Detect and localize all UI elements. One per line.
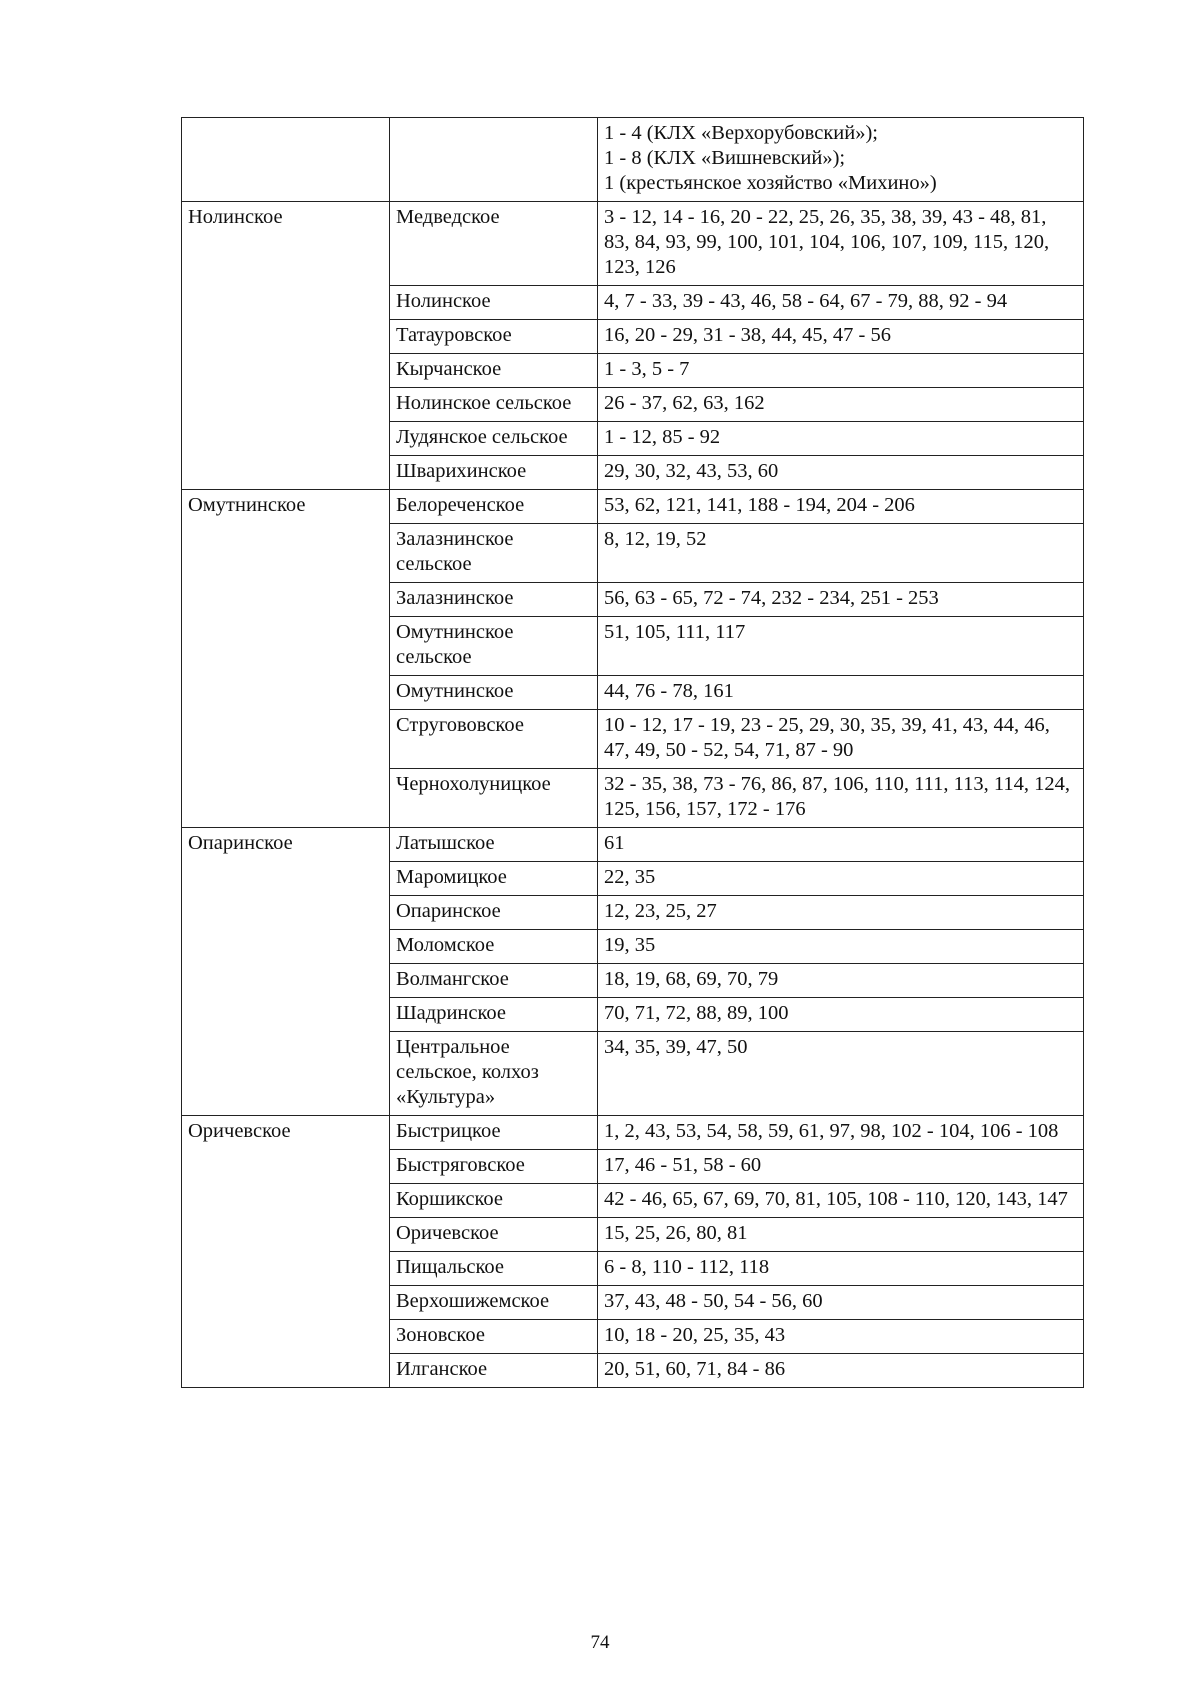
quarters-line: 1 - 8 (КЛХ «Вишневский»); — [604, 147, 846, 169]
quarters-cell: 44, 76 - 78, 161 — [598, 676, 1084, 710]
table-row — [182, 202, 1084, 286]
quarters-cell: 12, 23, 25, 27 — [598, 896, 1084, 930]
district-cell — [182, 1354, 390, 1388]
settlement-cell: Маромицкое — [390, 862, 598, 896]
quarters-line: 1 (крестьянское хозяйство «Михино») — [604, 172, 937, 194]
table-row — [182, 583, 1084, 617]
quarters-cell: 53, 62, 121, 141, 188 - 194, 204 - 206 — [598, 490, 1084, 524]
table-row — [182, 1354, 1084, 1388]
settlement-cell: Зоновское — [390, 1320, 598, 1354]
table-row — [182, 710, 1084, 769]
table-row — [182, 617, 1084, 676]
district-cell — [182, 710, 390, 769]
table-row — [182, 524, 1084, 583]
district-cell — [182, 1286, 390, 1320]
district-cell — [182, 769, 390, 828]
district-cell — [182, 388, 390, 422]
settlement-cell: Верхошижемское — [390, 1286, 598, 1320]
table-row — [182, 354, 1084, 388]
quarters-cell — [598, 118, 1084, 202]
table-row — [182, 862, 1084, 896]
district-cell — [182, 320, 390, 354]
settlement-cell: Центральное сельское, колхоз «Культура» — [390, 1032, 598, 1116]
table-row — [182, 769, 1084, 828]
table-row — [182, 896, 1084, 930]
quarters-cell: 1 - 3, 5 - 7 — [598, 354, 1084, 388]
settlement-cell: Коршикское — [390, 1184, 598, 1218]
district-cell — [182, 862, 390, 896]
quarters-cell: 10, 18 - 20, 25, 35, 43 — [598, 1320, 1084, 1354]
settlement-cell: Илганское — [390, 1354, 598, 1388]
quarters-cell: 1, 2, 43, 53, 54, 58, 59, 61, 97, 98, 102 - 104, 106 - 108 — [598, 1116, 1084, 1150]
quarters-cell: 37, 43, 48 - 50, 54 - 56, 60 — [598, 1286, 1084, 1320]
table-row — [182, 1150, 1084, 1184]
quarters-cell: 4, 7 - 33, 39 - 43, 46, 58 - 64, 67 - 79, 88, 92 - 94 — [598, 286, 1084, 320]
quarters-cell: 15, 25, 26, 80, 81 — [598, 1218, 1084, 1252]
district-cell — [182, 998, 390, 1032]
district-cell — [182, 676, 390, 710]
forestry-table — [181, 117, 1084, 1388]
table-row — [182, 676, 1084, 710]
table-row — [182, 1252, 1084, 1286]
table-row — [182, 1320, 1084, 1354]
settlement-cell: Чернохолуницкое — [390, 769, 598, 828]
table-row — [182, 490, 1084, 524]
table-row — [182, 1218, 1084, 1252]
settlement-cell: Омутнинское — [390, 676, 598, 710]
settlement-cell: Нолинское — [390, 286, 598, 320]
district-cell — [182, 1184, 390, 1218]
settlement-cell: Шварихинское — [390, 456, 598, 490]
settlement-cell — [390, 118, 598, 202]
table-row — [182, 286, 1084, 320]
table-row — [182, 118, 1084, 202]
table-row — [182, 1184, 1084, 1218]
settlement-cell: Шадринское — [390, 998, 598, 1032]
quarters-cell: 51, 105, 111, 117 — [598, 617, 1084, 676]
table-row — [182, 1032, 1084, 1116]
district-cell — [182, 896, 390, 930]
settlement-cell: Омутнинское сельское — [390, 617, 598, 676]
settlement-cell: Опаринское — [390, 896, 598, 930]
settlement-cell: Кырчанское — [390, 354, 598, 388]
district-cell — [182, 617, 390, 676]
district-cell: Опаринское — [182, 828, 390, 862]
district-cell — [182, 524, 390, 583]
district-cell: Оричевское — [182, 1116, 390, 1150]
quarters-cell: 10 - 12, 17 - 19, 23 - 25, 29, 30, 35, 39, 41, 43, 44, 46, 47, 49, 50 - 52, 54, 71, 87 - 90 — [598, 710, 1084, 769]
district-cell — [182, 1218, 390, 1252]
settlement-cell: Залазнинское — [390, 583, 598, 617]
district-cell — [182, 1150, 390, 1184]
table-row — [182, 828, 1084, 862]
district-cell: Нолинское — [182, 202, 390, 286]
district-cell — [182, 1032, 390, 1116]
table-row — [182, 998, 1084, 1032]
page-number: 74 — [590, 1632, 610, 1653]
table-row — [182, 1286, 1084, 1320]
settlement-cell: Быстряговское — [390, 1150, 598, 1184]
settlement-cell: Белореченское — [390, 490, 598, 524]
district-cell — [182, 1320, 390, 1354]
settlement-cell: Пищальское — [390, 1252, 598, 1286]
settlement-cell: Лудянское сельское — [390, 422, 598, 456]
quarters-cell: 17, 46 - 51, 58 - 60 — [598, 1150, 1084, 1184]
quarters-cell: 22, 35 — [598, 862, 1084, 896]
settlement-cell: Татауровское — [390, 320, 598, 354]
settlement-cell: Волмангское — [390, 964, 598, 998]
quarters-line: 1 - 4 (КЛХ «Верхорубовский»); — [604, 122, 878, 144]
quarters-cell: 19, 35 — [598, 930, 1084, 964]
table-row — [182, 422, 1084, 456]
settlement-cell: Моломское — [390, 930, 598, 964]
quarters-cell: 32 - 35, 38, 73 - 76, 86, 87, 106, 110, 111, 113, 114, 124, 125, 156, 157, 172 - 176 — [598, 769, 1084, 828]
quarters-cell: 20, 51, 60, 71, 84 - 86 — [598, 1354, 1084, 1388]
quarters-cell: 70, 71, 72, 88, 89, 100 — [598, 998, 1084, 1032]
quarters-cell: 61 — [598, 828, 1084, 862]
quarters-cell: 18, 19, 68, 69, 70, 79 — [598, 964, 1084, 998]
quarters-cell: 56, 63 - 65, 72 - 74, 232 - 234, 251 - 253 — [598, 583, 1084, 617]
table-row — [182, 964, 1084, 998]
settlement-cell: Залазнинское сельское — [390, 524, 598, 583]
quarters-cell: 26 - 37, 62, 63, 162 — [598, 388, 1084, 422]
district-cell — [182, 286, 390, 320]
quarters-cell: 8, 12, 19, 52 — [598, 524, 1084, 583]
settlement-cell: Нолинское сельское — [390, 388, 598, 422]
quarters-cell: 34, 35, 39, 47, 50 — [598, 1032, 1084, 1116]
district-cell: Омутнинское — [182, 490, 390, 524]
quarters-cell: 29, 30, 32, 43, 53, 60 — [598, 456, 1084, 490]
district-cell — [182, 422, 390, 456]
quarters-cell: 6 - 8, 110 - 112, 118 — [598, 1252, 1084, 1286]
quarters-cell: 16, 20 - 29, 31 - 38, 44, 45, 47 - 56 — [598, 320, 1084, 354]
table-row — [182, 930, 1084, 964]
district-cell — [182, 118, 390, 202]
settlement-cell: Медведское — [390, 202, 598, 286]
district-cell — [182, 583, 390, 617]
table-row — [182, 388, 1084, 422]
district-cell — [182, 964, 390, 998]
quarters-cell: 42 - 46, 65, 67, 69, 70, 81, 105, 108 - 110, 120, 143, 147 — [598, 1184, 1084, 1218]
settlement-cell: Оричевское — [390, 1218, 598, 1252]
table-row — [182, 320, 1084, 354]
district-cell — [182, 930, 390, 964]
settlement-cell: Стругововское — [390, 710, 598, 769]
district-cell — [182, 354, 390, 388]
table-row — [182, 1116, 1084, 1150]
quarters-cell: 1 - 12, 85 - 92 — [598, 422, 1084, 456]
settlement-cell: Латышское — [390, 828, 598, 862]
quarters-cell: 3 - 12, 14 - 16, 20 - 22, 25, 26, 35, 38, 39, 43 - 48, 81, 83, 84, 93, 99, 100, 101, 104, 106, 107, 109, 115, 120, 123, 126 — [598, 202, 1084, 286]
table-body — [182, 118, 1084, 1388]
district-cell — [182, 1252, 390, 1286]
settlement-cell: Быстрицкое — [390, 1116, 598, 1150]
district-cell — [182, 456, 390, 490]
table-row — [182, 456, 1084, 490]
